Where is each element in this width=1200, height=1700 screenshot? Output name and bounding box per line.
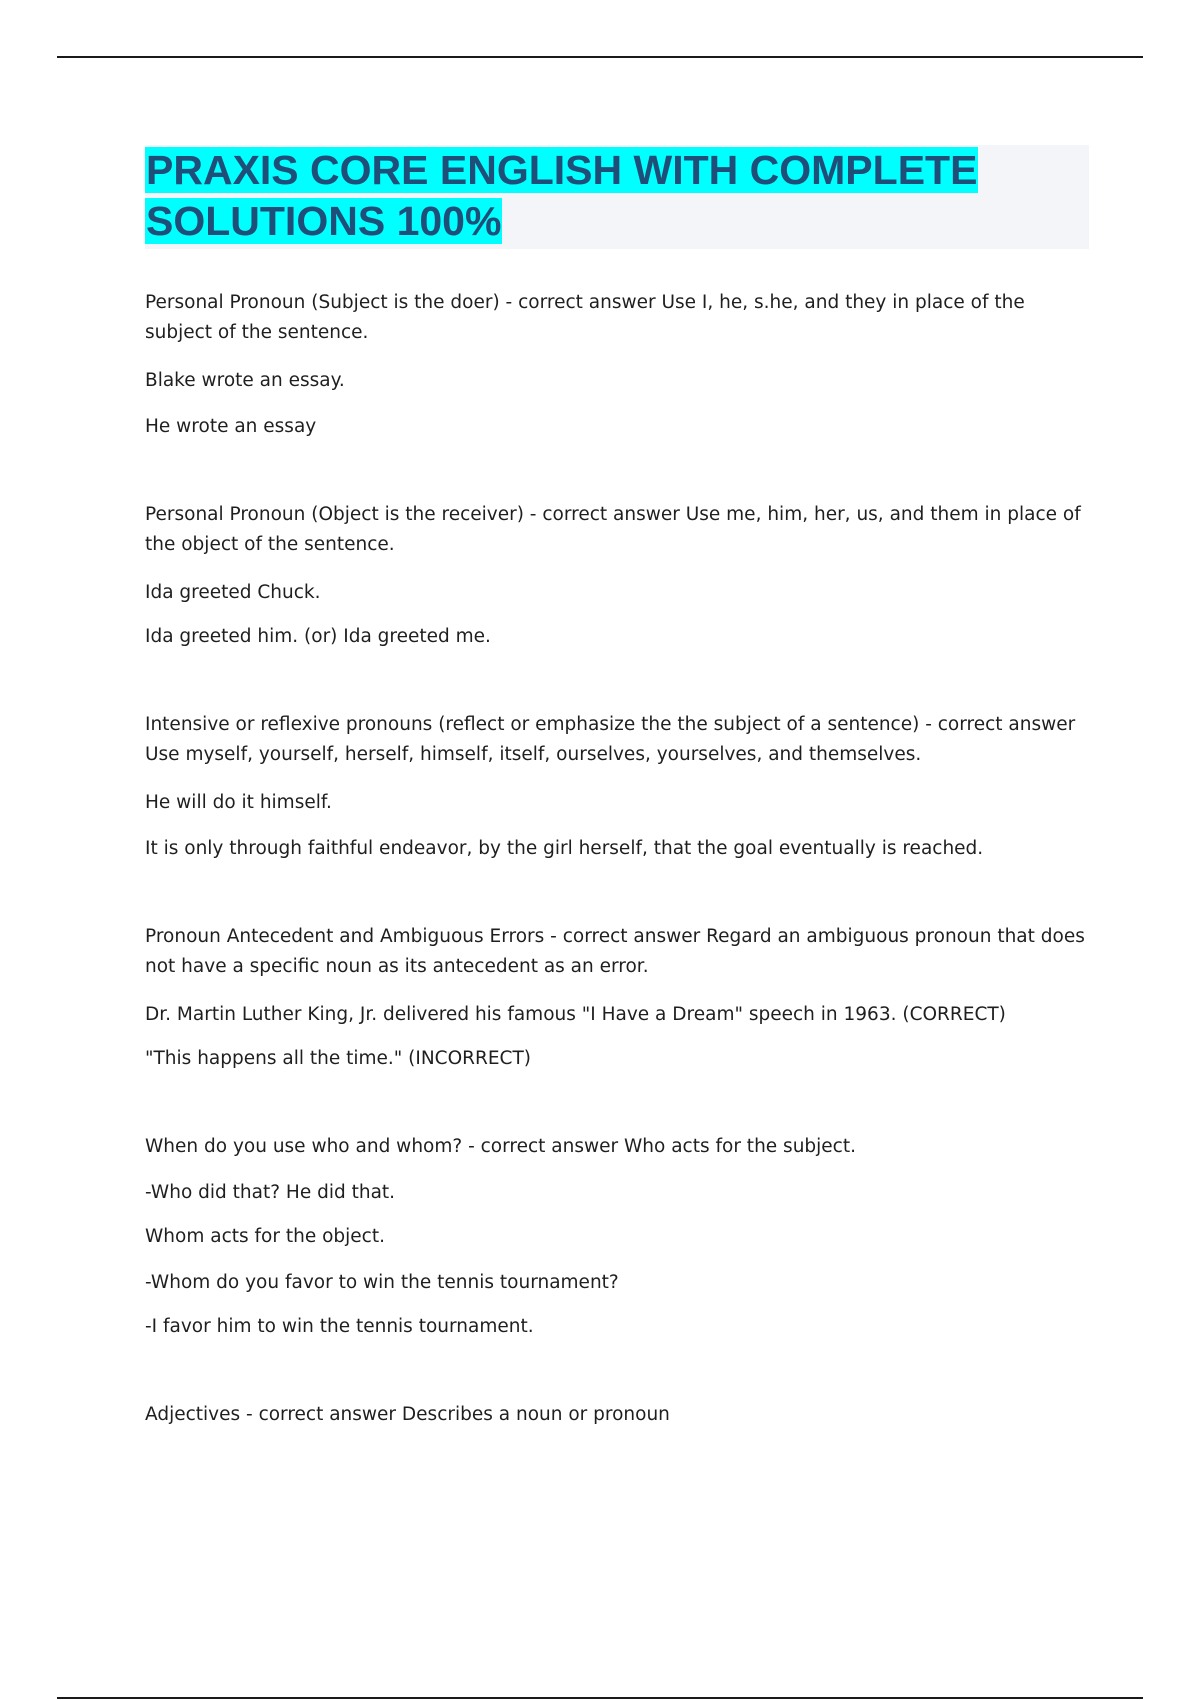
example-object-2: Ida greeted him. (or) Ida greeted me.: [145, 626, 491, 647]
paragraph-object-pronoun: Personal Pronoun (Object is the receiver) - correct answer Use me, him, her, us, and them in place of the object of the sentence.: [145, 504, 1081, 555]
document-title: [145, 145, 1089, 247]
example-reflexive-1: He will do it himself.: [145, 792, 332, 813]
title-highlight: PRAXIS CORE ENGLISH WITH COMPLETE SOLUTIONS 100%: [146, 147, 978, 244]
paragraph-adjectives: Adjectives - correct answer Describes a noun or pronoun: [145, 1404, 670, 1425]
example-whom-2: -I favor him to win the tennis tournament.: [145, 1316, 534, 1337]
paragraph-reflexive-pronoun: Intensive or reflexive pronouns (reflect or emphasize the the subject of a sentence) - correct answer Use myself, yourself, herself, himself, itself, ourselves, yourselves, and themselves.: [145, 714, 1076, 765]
example-antecedent-1: Dr. Martin Luther King, Jr. delivered his famous "I Have a Dream" speech in 1963. (CORRECT): [145, 1004, 1006, 1025]
bottom-rule: [57, 1697, 1143, 1699]
example-who-1: -Who did that? He did that.: [145, 1182, 396, 1203]
example-subject-1: Blake wrote an essay.: [145, 370, 345, 391]
paragraph-antecedent-errors: Pronoun Antecedent and Ambiguous Errors - correct answer Regard an ambiguous pronoun that does not have a specific noun as its antecedent as an error.: [145, 926, 1085, 977]
example-subject-2: He wrote an essay: [145, 416, 317, 437]
top-rule: [57, 56, 1143, 58]
example-reflexive-2: It is only through faithful endeavor, by the girl herself, that the goal eventually is reached.: [145, 838, 984, 859]
example-antecedent-2: "This happens all the time." (INCORRECT): [145, 1048, 531, 1069]
example-whom-definition: Whom acts for the object.: [145, 1226, 385, 1247]
paragraph-who-whom: When do you use who and whom? - correct answer Who acts for the subject.: [145, 1136, 856, 1157]
example-whom-1: -Whom do you favor to win the tennis tournament?: [145, 1272, 619, 1293]
title-block: [145, 145, 1089, 249]
paragraph-subject-pronoun: Personal Pronoun (Subject is the doer) - correct answer Use I, he, s.he, and they in place of the subject of the sentence.: [145, 292, 1025, 343]
example-object-1: Ida greeted Chuck.: [145, 582, 321, 603]
